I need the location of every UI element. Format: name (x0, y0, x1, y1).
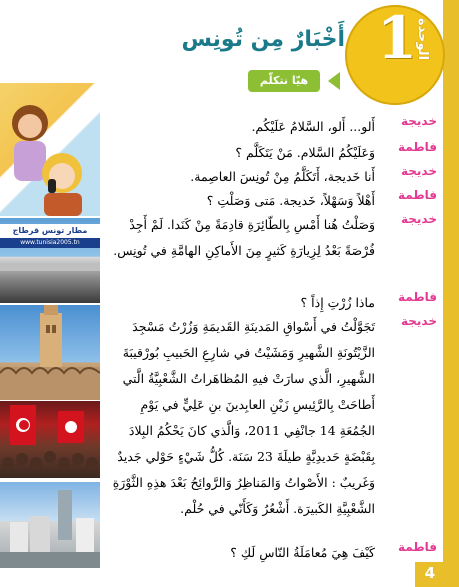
dialogue-line (104, 140, 437, 166)
dialogue-text: كَيْفَ هِيَ مُعامَلَةُ النّاسِ لَكِ ؟ (230, 545, 375, 560)
dialogue-line (104, 290, 437, 316)
dialogue-text: وَصَلْتُ هُنا أَمْسِ بِالطّائِرَةِ قادِمَةً مِنْ كَنَدا. لَمْ أَجِدْ فُرْصَةً بَعْدُ لِزِيارَةِ كَثيرٍ مِنَ الأَماكِنِ الهامَّةِ في تُونِس. (113, 217, 375, 258)
airport-sign: مطار تونس قرطاج (0, 224, 100, 238)
dialogue-text: أَلو... أَلو، السَّلامُ عَلَيْكُم. (251, 119, 375, 134)
airport-photo (0, 218, 100, 303)
dialogue-line (104, 164, 437, 190)
section-tag: هيّا نتكلّم (248, 70, 320, 92)
dialogue-text: تَجَوَّلْتُ في أَسْواقِ المَدينَةِ القَديمَةِ وَزُرْتُ مَسْجِدَ الزَّيْتُونَةِ الشَّهيرِ وَمَشَيْتُ في شارِعِ الحَبيبِ بُورْقيبَةَ الشَّهيرِ، الَّذي سارَتْ فيهِ المُظاهَراتُ الشَّعْبِيَّةُ الَّتي أَطاحَتْ بِالرَّئِيسِ زَيْنِ العابِدينَ بنِ عَلِيٍّ في يَوْمِ الجُمُعَةِ 14 جانْفِي 2011، وَالَّذي كانَ يَحْكُمُ البِلادَ بِقَبْضَةٍ حَديدِيَّةٍ طيلَةَ 23 سَنَة. كُلُّ شَيْءٍ حَوْلي جَديدٌ وَغَريبٌ : الأَصْواتُ وَالمَناظِرُ وَالرَّوائِحُ بَعْدَ هذِهِ الثَّوْرَةِ الشَّعْبِيَّةِ الكَبيرَة. أَشْعُرُ وَكَأَنّي في حُلْم. (112, 319, 375, 516)
dialogue-line (104, 114, 437, 140)
dialogue-text: أَهْلاً وَسَهْلاً، خَديجة. مَتى وَصَلْتِ ؟ (206, 193, 375, 208)
unit-label: الوحدة (415, 18, 430, 61)
speaker-name: خديجة (400, 164, 437, 178)
speaker-name: فاطمة (398, 540, 437, 554)
speaker-name: خديجة (400, 212, 437, 226)
speaker-name: فاطمة (398, 290, 437, 304)
speaker-name: خديجة (400, 114, 437, 128)
dialogue-text: وَعَلَيْكُمُ السَّلام. مَنْ يَتَكَلَّم ؟ (235, 145, 375, 160)
tunis-city-photo (0, 482, 100, 568)
speaker-name: فاطمة (398, 188, 437, 202)
unit-number: 1 (376, 4, 418, 72)
dialogue-line (104, 314, 437, 546)
section-tag-arrow (328, 72, 340, 90)
dialogue-text: أَنا خَديجة، أَتَكَلَّمُ مِنْ تُونِسَ العاصِمة. (190, 169, 375, 184)
dialogue-line (104, 540, 437, 566)
demonstration-crowd-photo (0, 401, 100, 478)
right-decorative-strip (443, 0, 459, 587)
girls-phone-illustration (0, 83, 100, 216)
speaker-name: خديجة (400, 314, 437, 328)
dialogue-text: ماذا زُرْتِ إِذاً ؟ (300, 295, 375, 310)
dialogue-line (104, 212, 437, 290)
page-number: 4 (424, 564, 436, 582)
speaker-name: فاطمة (398, 140, 437, 154)
zitouna-mosque-photo (0, 305, 100, 400)
airport-url: www.tunisia2005.tn (0, 238, 100, 248)
dialogue-line (104, 188, 437, 214)
lesson-title: أَخْبَارٌ مِن تُونِس (181, 27, 345, 52)
